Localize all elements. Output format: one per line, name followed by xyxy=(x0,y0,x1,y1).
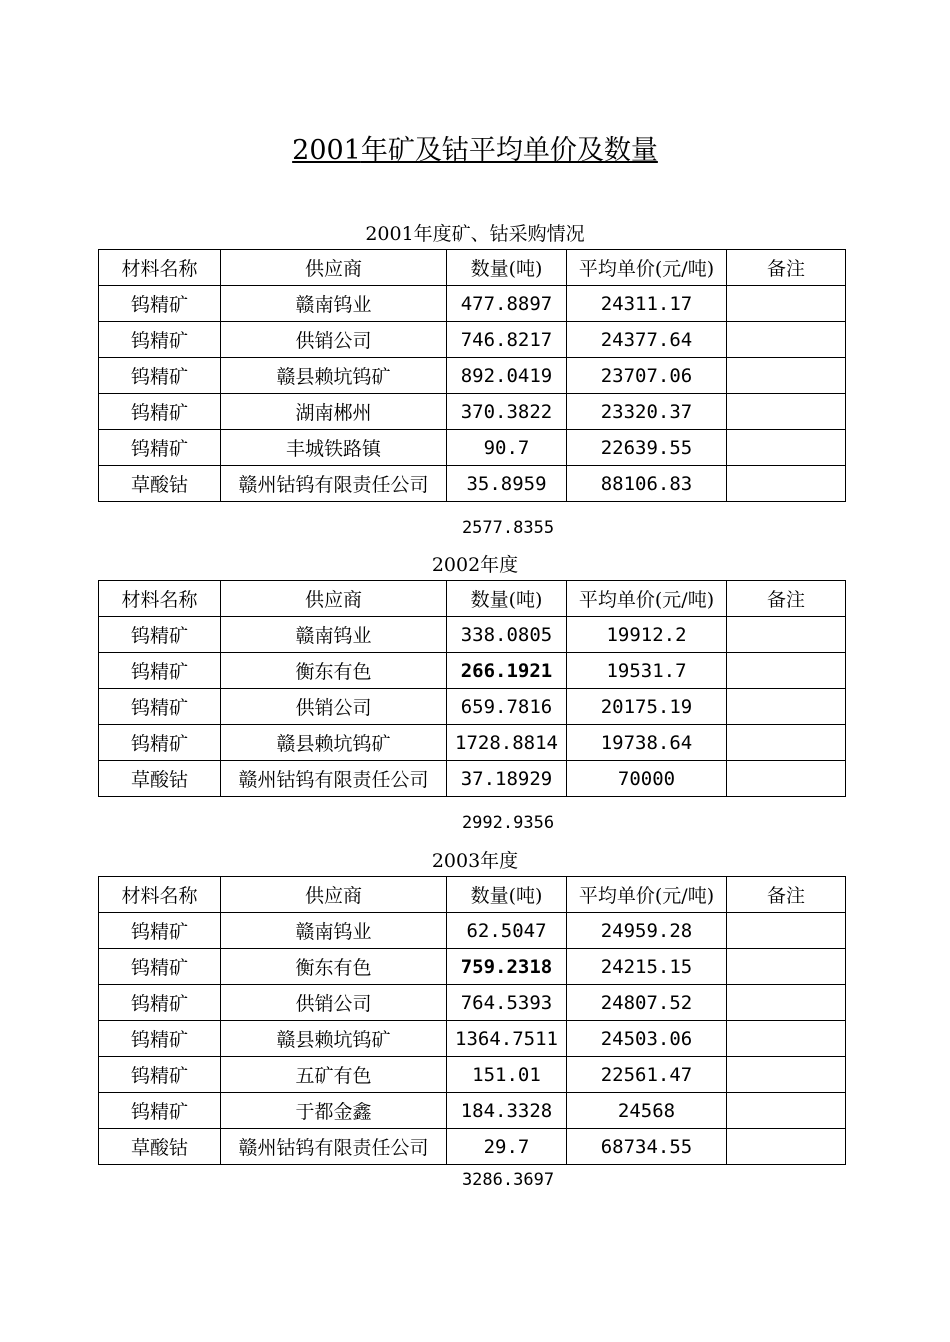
table-2003 xyxy=(98,876,846,1165)
cell-remarks xyxy=(727,913,846,949)
header-unit-price: 平均单价(元/吨) xyxy=(567,877,727,913)
cell-quantity: 338.0805 xyxy=(447,617,567,653)
cell-material: 钨精矿 xyxy=(99,394,221,430)
cell-remarks xyxy=(727,949,846,985)
cell-remarks xyxy=(727,430,846,466)
cell-remarks xyxy=(727,466,846,502)
cell-material: 草酸钴 xyxy=(99,761,221,797)
header-quantity: 数量(吨) xyxy=(447,250,567,286)
cell-supplier: 赣南钨业 xyxy=(221,913,447,949)
total-quantity-2001: 2577.8355 xyxy=(461,518,555,538)
table-row xyxy=(99,985,846,1021)
table-row xyxy=(99,286,846,322)
cell-supplier: 赣州钴钨有限责任公司 xyxy=(221,761,447,797)
header-remarks: 备注 xyxy=(727,877,846,913)
table-row xyxy=(99,322,846,358)
cell-quantity: 1364.7511 xyxy=(447,1021,567,1057)
cell-material: 钨精矿 xyxy=(99,617,221,653)
cell-material: 钨精矿 xyxy=(99,689,221,725)
total-quantity-2003: 3286.3697 xyxy=(461,1170,555,1190)
cell-remarks xyxy=(727,617,846,653)
cell-unit-price: 24959.28 xyxy=(567,913,727,949)
section-caption-2001: 2001年度矿、钴采购情况 xyxy=(365,223,585,245)
header-material: 材料名称 xyxy=(99,250,221,286)
cell-unit-price: 19912.2 xyxy=(567,617,727,653)
header-row xyxy=(99,581,846,617)
cell-supplier: 赣州钴钨有限责任公司 xyxy=(221,1129,447,1165)
header-row xyxy=(99,250,846,286)
cell-material: 钨精矿 xyxy=(99,1021,221,1057)
cell-supplier: 于都金鑫 xyxy=(221,1093,447,1129)
cell-remarks xyxy=(727,653,846,689)
cell-quantity: 759.2318 xyxy=(447,949,567,985)
table-row xyxy=(99,394,846,430)
cell-supplier: 赣县赖坑钨矿 xyxy=(221,725,447,761)
cell-supplier: 供销公司 xyxy=(221,689,447,725)
cell-quantity: 37.18929 xyxy=(447,761,567,797)
document-title xyxy=(0,128,950,167)
cell-remarks xyxy=(727,689,846,725)
cell-material: 钨精矿 xyxy=(99,653,221,689)
cell-quantity: 892.0419 xyxy=(447,358,567,394)
header-supplier: 供应商 xyxy=(221,581,447,617)
header-unit-price: 平均单价(元/吨) xyxy=(567,581,727,617)
cell-quantity: 62.5047 xyxy=(447,913,567,949)
header-supplier: 供应商 xyxy=(221,877,447,913)
header-remarks: 备注 xyxy=(727,250,846,286)
table-row xyxy=(99,466,846,502)
header-row xyxy=(99,877,846,913)
cell-supplier: 五矿有色 xyxy=(221,1057,447,1093)
cell-material: 钨精矿 xyxy=(99,358,221,394)
cell-unit-price: 22561.47 xyxy=(567,1057,727,1093)
cell-supplier: 丰城铁路镇 xyxy=(221,430,447,466)
cell-material: 钨精矿 xyxy=(99,286,221,322)
cell-material: 草酸钴 xyxy=(99,1129,221,1165)
cell-material: 钨精矿 xyxy=(99,430,221,466)
header-supplier: 供应商 xyxy=(221,250,447,286)
cell-remarks xyxy=(727,761,846,797)
cell-unit-price: 24503.06 xyxy=(567,1021,727,1057)
cell-supplier: 赣县赖坑钨矿 xyxy=(221,1021,447,1057)
table-row xyxy=(99,1057,846,1093)
cell-unit-price: 24311.17 xyxy=(567,286,727,322)
table-row xyxy=(99,761,846,797)
cell-quantity: 764.5393 xyxy=(447,985,567,1021)
cell-unit-price: 68734.55 xyxy=(567,1129,727,1165)
cell-quantity: 184.3328 xyxy=(447,1093,567,1129)
table-2002 xyxy=(98,580,846,797)
header-quantity: 数量(吨) xyxy=(447,877,567,913)
cell-supplier: 衡东有色 xyxy=(221,653,447,689)
table-row xyxy=(99,1021,846,1057)
header-material: 材料名称 xyxy=(99,581,221,617)
table-row xyxy=(99,1129,846,1165)
cell-unit-price: 88106.83 xyxy=(567,466,727,502)
table-row xyxy=(99,358,846,394)
table-row xyxy=(99,725,846,761)
cell-unit-price: 22639.55 xyxy=(567,430,727,466)
cell-unit-price: 23320.37 xyxy=(567,394,727,430)
table-row xyxy=(99,617,846,653)
cell-remarks xyxy=(727,322,846,358)
title-year: 2001 xyxy=(292,135,361,166)
table-row xyxy=(99,430,846,466)
table-row xyxy=(99,653,846,689)
header-remarks: 备注 xyxy=(727,581,846,617)
header-unit-price: 平均单价(元/吨) xyxy=(567,250,727,286)
table-row xyxy=(99,1093,846,1129)
cell-remarks xyxy=(727,286,846,322)
cell-quantity: 35.8959 xyxy=(447,466,567,502)
table-row xyxy=(99,689,846,725)
cell-quantity: 746.8217 xyxy=(447,322,567,358)
cell-unit-price: 24807.52 xyxy=(567,985,727,1021)
cell-unit-price: 20175.19 xyxy=(567,689,727,725)
cell-quantity: 659.7816 xyxy=(447,689,567,725)
cell-material: 草酸钴 xyxy=(99,466,221,502)
cell-quantity: 477.8897 xyxy=(447,286,567,322)
cell-unit-price: 19738.64 xyxy=(567,725,727,761)
cell-unit-price: 19531.7 xyxy=(567,653,727,689)
cell-supplier: 湖南郴州 xyxy=(221,394,447,430)
title-text: 年矿及钴平均单价及数量 xyxy=(360,135,658,166)
cell-unit-price: 24215.15 xyxy=(567,949,727,985)
cell-supplier: 供销公司 xyxy=(221,985,447,1021)
section-caption-2003: 2003年度 xyxy=(431,850,519,872)
cell-remarks xyxy=(727,1093,846,1129)
table-row xyxy=(99,913,846,949)
cell-quantity: 90.7 xyxy=(447,430,567,466)
cell-unit-price: 24377.64 xyxy=(567,322,727,358)
cell-remarks xyxy=(727,1021,846,1057)
cell-unit-price: 24568 xyxy=(567,1093,727,1129)
cell-quantity: 151.01 xyxy=(447,1057,567,1093)
table-row xyxy=(99,949,846,985)
cell-material: 钨精矿 xyxy=(99,1093,221,1129)
cell-supplier: 赣南钨业 xyxy=(221,286,447,322)
header-quantity: 数量(吨) xyxy=(447,581,567,617)
cell-material: 钨精矿 xyxy=(99,913,221,949)
cell-remarks xyxy=(727,725,846,761)
cell-material: 钨精矿 xyxy=(99,985,221,1021)
cell-material: 钨精矿 xyxy=(99,725,221,761)
cell-supplier: 赣州钴钨有限责任公司 xyxy=(221,466,447,502)
cell-remarks xyxy=(727,985,846,1021)
cell-quantity: 370.3822 xyxy=(447,394,567,430)
cell-material: 钨精矿 xyxy=(99,949,221,985)
cell-material: 钨精矿 xyxy=(99,322,221,358)
cell-supplier: 赣南钨业 xyxy=(221,617,447,653)
cell-remarks xyxy=(727,394,846,430)
cell-quantity: 266.1921 xyxy=(447,653,567,689)
section-caption-2002: 2002年度 xyxy=(431,554,519,576)
cell-remarks xyxy=(727,1129,846,1165)
cell-unit-price: 70000 xyxy=(567,761,727,797)
cell-supplier: 衡东有色 xyxy=(221,949,447,985)
total-quantity-2002: 2992.9356 xyxy=(461,813,555,833)
cell-quantity: 1728.8814 xyxy=(447,725,567,761)
table-2001 xyxy=(98,249,846,502)
cell-material: 钨精矿 xyxy=(99,1057,221,1093)
cell-supplier: 赣县赖坑钨矿 xyxy=(221,358,447,394)
cell-remarks xyxy=(727,1057,846,1093)
cell-supplier: 供销公司 xyxy=(221,322,447,358)
header-material: 材料名称 xyxy=(99,877,221,913)
cell-unit-price: 23707.06 xyxy=(567,358,727,394)
cell-quantity: 29.7 xyxy=(447,1129,567,1165)
cell-remarks xyxy=(727,358,846,394)
